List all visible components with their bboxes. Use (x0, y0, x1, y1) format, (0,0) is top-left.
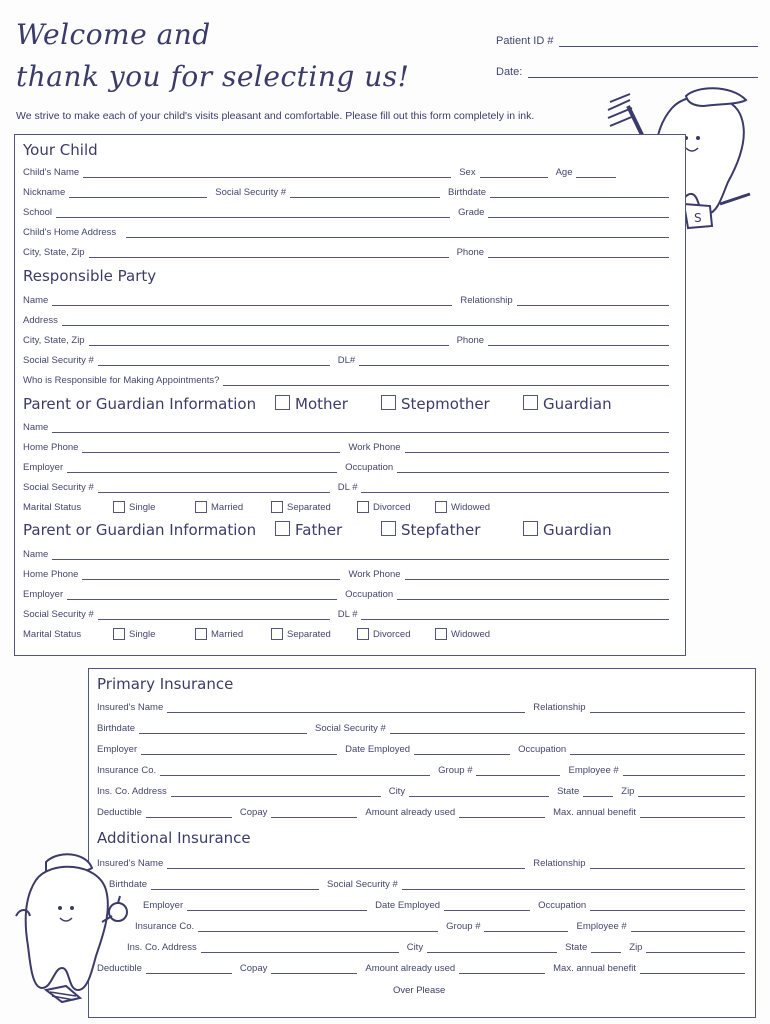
rp-relationship-input[interactable] (517, 296, 669, 306)
pi-address-label: Ins. Co. Address (97, 786, 167, 797)
g1-work-phone-label: Work Phone (348, 442, 401, 453)
g2-occupation-input[interactable] (397, 590, 669, 600)
guardian2-stepfather-option[interactable] (381, 521, 480, 539)
pi-city-label: City (388, 786, 406, 797)
child-ssn-input[interactable] (290, 188, 440, 198)
g1-divorced-option[interactable] (357, 501, 435, 513)
g1-married-label: Married (211, 501, 244, 513)
sex-label: Sex (459, 167, 476, 178)
ai-birthdate-row (109, 879, 745, 890)
nickname-input[interactable] (69, 188, 207, 198)
ai-occupation-label: Occupation (538, 900, 587, 911)
pi-city-input[interactable] (409, 787, 549, 797)
child-phone-input[interactable] (488, 248, 669, 258)
g2-employer-label: Employer (23, 589, 64, 600)
pi-group-label: Group # (438, 765, 473, 776)
g2-work-phone-input[interactable] (405, 570, 669, 580)
rp-ssn-label: Social Security # (23, 355, 94, 366)
rp-appointments-label: Who is Responsible for Making Appointments? (23, 375, 220, 386)
pi-employee-input[interactable] (623, 766, 745, 776)
pi-address-input[interactable] (171, 787, 381, 797)
rp-relationship-label: Relationship (460, 295, 513, 306)
g2-widowed-option[interactable] (435, 628, 490, 640)
g1-name-row (23, 422, 669, 433)
g2-employer-row (23, 589, 669, 600)
ai-deductible-label: Deductible (97, 963, 142, 974)
ai-employer-label: Employer (143, 900, 184, 911)
g2-widowed-label: Widowed (451, 628, 491, 640)
over-please-text: Over Please (393, 985, 446, 996)
g2-separated-checkbox[interactable] (271, 628, 283, 640)
g2-divorced-option[interactable] (357, 628, 435, 640)
pi-group-input[interactable] (476, 766, 560, 776)
ai-employee-input[interactable] (631, 922, 745, 932)
additional-insurance-heading: Additional Insurance (97, 829, 251, 847)
g2-single-checkbox[interactable] (113, 628, 125, 640)
primary-insurance-heading: Primary Insurance (97, 675, 234, 693)
ai-deductible-row (97, 963, 745, 974)
date-field[interactable] (496, 65, 758, 78)
g1-home-phone-label: Home Phone (23, 442, 79, 453)
ai-address-label: Ins. Co. Address (127, 942, 197, 953)
ai-relationship-input[interactable] (590, 859, 745, 869)
g2-divorced-checkbox[interactable] (357, 628, 369, 640)
ai-copay-label: Copay (239, 963, 268, 974)
g1-separated-checkbox[interactable] (271, 501, 283, 513)
g2-married-option[interactable] (195, 628, 271, 640)
pi-deductible-input[interactable] (146, 808, 232, 818)
pi-insured-row (97, 702, 745, 713)
child-name-label: Child's Name (23, 167, 80, 178)
rp-ssn-row (23, 355, 669, 366)
age-input[interactable] (576, 168, 616, 178)
pi-address-row (97, 786, 745, 797)
sex-input[interactable] (480, 168, 548, 178)
school-row (23, 207, 669, 218)
g1-separated-option[interactable] (271, 501, 357, 513)
g1-single-checkbox[interactable] (113, 501, 125, 513)
g1-divorced-checkbox[interactable] (357, 501, 369, 513)
father-label: Father (295, 521, 343, 539)
ai-max-benefit-input[interactable] (640, 964, 745, 974)
pi-amount-used-input[interactable] (459, 808, 545, 818)
ai-date-employed-label: Date Employed (375, 900, 441, 911)
pi-deductible-row (97, 807, 745, 818)
child-city-row (23, 247, 669, 258)
nickname-row (23, 187, 669, 198)
tooth-mascot-with-apple-icon (6, 850, 130, 1010)
svg-text:S: S (694, 211, 702, 225)
main-form-box (14, 134, 686, 656)
guardian1-guardian-label: Guardian (543, 395, 612, 413)
ai-city-label: City (406, 942, 424, 953)
ai-ssn-input[interactable] (402, 880, 745, 890)
intro-text: We strive to make each of your child's visits pleasant and comfortable. Please fill out this form completely in ink. (16, 110, 535, 122)
rp-name-row (23, 295, 669, 306)
g2-single-label: Single (129, 628, 156, 640)
school-label: School (23, 207, 53, 218)
ai-company-row (135, 921, 745, 932)
guardian1-stepmother-option[interactable] (381, 395, 490, 413)
g2-single-option[interactable] (113, 628, 195, 640)
date-line[interactable] (528, 65, 758, 78)
ai-zip-input[interactable] (646, 943, 745, 953)
nickname-label: Nickname (23, 187, 66, 198)
ai-deductible-input[interactable] (146, 964, 232, 974)
guardian2-guardian-label: Guardian (543, 521, 612, 539)
g2-marital-label: Marital Status (23, 628, 82, 640)
g2-dl-input[interactable] (361, 610, 669, 620)
pi-copay-label: Copay (239, 807, 268, 818)
rp-appointments-input[interactable] (223, 376, 669, 386)
ai-company-input[interactable] (198, 922, 438, 932)
guardian2-father-option[interactable] (275, 521, 342, 539)
child-ssn-label: Social Security # (215, 187, 287, 198)
g1-home-phone-input[interactable] (82, 443, 340, 453)
g2-separated-label: Separated (287, 628, 331, 640)
ai-employer-row (143, 900, 745, 911)
ai-insured-row (97, 858, 745, 869)
g2-divorced-label: Divorced (373, 628, 411, 640)
pi-max-benefit-input[interactable] (640, 808, 745, 818)
g1-occupation-input[interactable] (397, 463, 669, 473)
grade-label: Grade (458, 207, 485, 218)
rp-city-row (23, 335, 669, 346)
g2-married-checkbox[interactable] (195, 628, 207, 640)
age-label: Age (555, 167, 573, 178)
pi-birthdate-row (97, 723, 745, 734)
rp-name-input[interactable] (52, 296, 452, 306)
patient-id-line[interactable] (559, 34, 758, 47)
rp-ssn-input[interactable] (98, 356, 330, 366)
pi-copay-input[interactable] (271, 808, 357, 818)
rp-dl-label: DL# (337, 355, 356, 366)
rp-city-input[interactable] (89, 336, 449, 346)
pi-date-employed-label: Date Employed (345, 744, 411, 755)
g2-name-row (23, 549, 669, 560)
ai-zip-label: Zip (629, 942, 643, 953)
ai-insured-label: Insured's Name (97, 858, 164, 869)
rp-phone-input[interactable] (488, 336, 669, 346)
g1-single-label: Single (129, 501, 156, 513)
your-child-heading: Your Child (23, 141, 98, 159)
ai-state-label: State (565, 942, 588, 953)
date-label: Date: (496, 66, 523, 78)
g1-single-option[interactable] (113, 501, 195, 513)
g1-marital-label: Marital Status (23, 501, 82, 513)
welcome-title-line2: thank you for selecting us! (16, 60, 410, 93)
pi-zip-label: Zip (621, 786, 635, 797)
rp-city-label: City, State, Zip (23, 335, 85, 346)
pi-company-input[interactable] (160, 766, 430, 776)
mother-label: Mother (295, 395, 348, 413)
guardian2-guardian-option[interactable] (523, 521, 612, 539)
pi-employee-label: Employee # (568, 765, 619, 776)
pi-company-row (97, 765, 745, 776)
g2-work-phone-label: Work Phone (348, 569, 401, 580)
insurance-box (88, 668, 756, 1018)
stepmother-label: Stepmother (401, 395, 490, 413)
grade-input[interactable] (488, 208, 669, 218)
patient-id-field[interactable] (496, 34, 758, 47)
responsible-party-heading: Responsible Party (23, 267, 157, 285)
ai-birthdate-label: Birthdate (109, 879, 148, 890)
mother-checkbox[interactable] (275, 395, 290, 410)
ai-occupation-input[interactable] (590, 901, 745, 911)
g1-phone-row (23, 442, 669, 453)
rp-address-label: Address (23, 315, 58, 326)
pi-max-benefit-label: Max. annual benefit (553, 807, 637, 818)
welcome-title-line1: Welcome and (16, 18, 211, 51)
g1-dl-input[interactable] (361, 483, 669, 493)
stepfather-label: Stepfather (401, 521, 481, 539)
ai-insured-input[interactable] (167, 859, 525, 869)
g1-name-input[interactable] (52, 423, 669, 433)
pi-ssn-input[interactable] (390, 724, 745, 734)
pi-employer-row (97, 744, 745, 755)
birthdate-label: Birthdate (448, 187, 487, 198)
guardian1-mother-option[interactable] (275, 395, 348, 413)
g1-work-phone-input[interactable] (405, 443, 669, 453)
ai-date-employed-input[interactable] (444, 901, 530, 911)
g2-marital-row (23, 628, 490, 640)
school-input[interactable] (56, 208, 450, 218)
guardian1-heading: Parent or Guardian Information (23, 395, 257, 413)
ai-amount-used-input[interactable] (459, 964, 545, 974)
g2-occupation-label: Occupation (345, 589, 394, 600)
rp-address-row (23, 315, 669, 326)
patient-id-label: Patient ID # (496, 35, 554, 47)
g2-ssn-row (23, 609, 669, 620)
child-name-input[interactable] (83, 168, 451, 178)
g1-ssn-row (23, 482, 669, 493)
child-address-row (23, 227, 669, 238)
g1-widowed-label: Widowed (451, 501, 491, 513)
child-address-label: Child's Home Address (23, 227, 117, 238)
pi-occupation-label: Occupation (518, 744, 567, 755)
g2-phone-row (23, 569, 669, 580)
g1-married-checkbox[interactable] (195, 501, 207, 513)
guardian1-guardian-option[interactable] (523, 395, 612, 413)
ai-amount-used-label: Amount already used (365, 963, 456, 974)
pi-company-label: Insurance Co. (97, 765, 157, 776)
ai-birthdate-input[interactable] (151, 880, 319, 890)
stepfather-checkbox[interactable] (381, 521, 396, 536)
child-address-input[interactable] (126, 228, 669, 238)
pi-birthdate-label: Birthdate (97, 723, 136, 734)
pi-deductible-label: Deductible (97, 807, 142, 818)
ai-address-row (127, 942, 745, 953)
g1-separated-label: Separated (287, 501, 331, 513)
guardian1-guardian-checkbox[interactable] (523, 395, 538, 410)
ai-group-input[interactable] (484, 922, 568, 932)
ai-state-input[interactable] (591, 943, 621, 953)
ai-employee-label: Employee # (576, 921, 627, 932)
g2-home-phone-label: Home Phone (23, 569, 79, 580)
g1-employer-row (23, 462, 669, 473)
child-city-input[interactable] (89, 248, 449, 258)
pi-date-employed-input[interactable] (414, 745, 510, 755)
g2-home-phone-input[interactable] (82, 570, 340, 580)
pi-state-input[interactable] (583, 787, 613, 797)
g1-marital-row (23, 501, 490, 513)
pi-state-label: State (557, 786, 580, 797)
g2-ssn-label: Social Security # (23, 609, 94, 620)
pi-relationship-input[interactable] (590, 703, 745, 713)
g2-separated-option[interactable] (271, 628, 357, 640)
g2-ssn-input[interactable] (98, 610, 330, 620)
g2-name-input[interactable] (52, 550, 669, 560)
g1-widowed-option[interactable] (435, 501, 490, 513)
pi-zip-input[interactable] (638, 787, 745, 797)
g2-name-label: Name (23, 549, 49, 560)
pi-employer-input[interactable] (141, 745, 337, 755)
g1-occupation-label: Occupation (345, 462, 394, 473)
child-city-label: City, State, Zip (23, 247, 85, 258)
ai-copay-input[interactable] (271, 964, 357, 974)
ai-relationship-label: Relationship (533, 858, 586, 869)
g1-employer-label: Employer (23, 462, 64, 473)
pi-occupation-input[interactable] (570, 745, 745, 755)
g2-widowed-checkbox[interactable] (435, 628, 447, 640)
ai-group-label: Group # (446, 921, 481, 932)
pi-ssn-label: Social Security # (315, 723, 386, 734)
birthdate-input[interactable] (490, 188, 669, 198)
ai-max-benefit-label: Max. annual benefit (553, 963, 637, 974)
g1-name-label: Name (23, 422, 49, 433)
guardian2-guardian-checkbox[interactable] (523, 521, 538, 536)
g1-dl-label: DL # (337, 482, 358, 493)
pi-relationship-label: Relationship (533, 702, 586, 713)
pi-insured-input[interactable] (167, 703, 525, 713)
rp-phone-label: Phone (456, 335, 485, 346)
g1-ssn-input[interactable] (98, 483, 330, 493)
stepmother-checkbox[interactable] (381, 395, 396, 410)
ai-company-label: Insurance Co. (135, 921, 195, 932)
pi-birthdate-input[interactable] (139, 724, 307, 734)
g1-ssn-label: Social Security # (23, 482, 94, 493)
ai-ssn-label: Social Security # (327, 879, 398, 890)
guardian2-heading: Parent or Guardian Information (23, 521, 257, 539)
father-checkbox[interactable] (275, 521, 290, 536)
ai-city-input[interactable] (427, 943, 557, 953)
pi-employer-label: Employer (97, 744, 138, 755)
g1-employer-input[interactable] (67, 463, 337, 473)
ai-address-input[interactable] (201, 943, 399, 953)
g2-dl-label: DL # (337, 609, 358, 620)
child-phone-label: Phone (456, 247, 485, 258)
rp-address-input[interactable] (62, 316, 669, 326)
rp-name-label: Name (23, 295, 49, 306)
pi-insured-label: Insured's Name (97, 702, 164, 713)
g1-widowed-checkbox[interactable] (435, 501, 447, 513)
g2-employer-input[interactable] (67, 590, 337, 600)
rp-dl-input[interactable] (359, 356, 669, 366)
ai-employer-input[interactable] (187, 901, 367, 911)
g1-divorced-label: Divorced (373, 501, 411, 513)
g2-married-label: Married (211, 628, 244, 640)
child-name-row (23, 167, 669, 178)
pi-amount-used-label: Amount already used (365, 807, 456, 818)
rp-appointments-row (23, 375, 669, 386)
g1-married-option[interactable] (195, 501, 271, 513)
